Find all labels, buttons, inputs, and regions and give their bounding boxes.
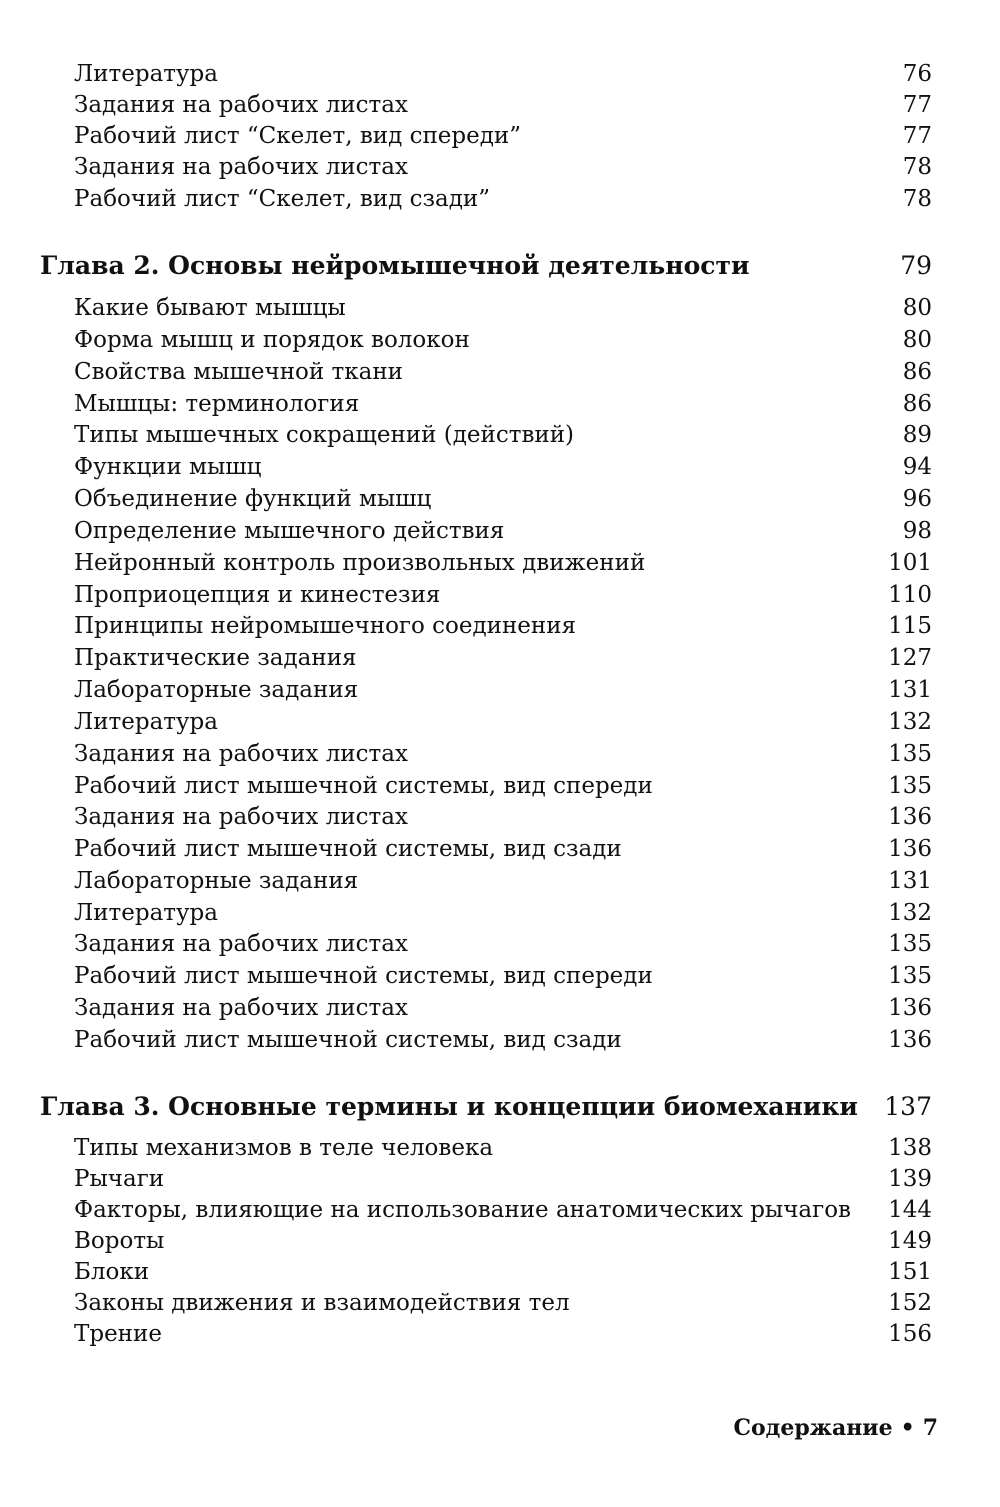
toc-entry-page: 136 — [888, 1027, 932, 1053]
toc-entry-title: Литература — [74, 709, 218, 735]
toc-entry[interactable] — [74, 357, 932, 387]
toc-entry[interactable] — [74, 675, 932, 705]
toc-entry-title: Задания на рабочих листах — [74, 92, 408, 118]
toc-entry-title: Блоки — [74, 1259, 150, 1285]
toc-entry-page: 89 — [902, 422, 932, 448]
toc-entry-title: Законы движения и взаимодействия тел — [74, 1290, 570, 1316]
toc-entry-page: 115 — [888, 613, 932, 639]
toc-entry-title: Рабочий лист мышечной системы, вид сзади — [74, 836, 622, 862]
toc-entry[interactable] — [74, 611, 932, 641]
toc-entry-title: Типы мышечных сокращений (действий) — [74, 422, 575, 448]
toc-entry-title: Задания на рабочих листах — [74, 741, 408, 767]
toc-entry-page: 127 — [888, 645, 932, 671]
toc-entry[interactable] — [74, 484, 932, 514]
toc-entry[interactable] — [74, 1226, 932, 1256]
toc-entry-title: Трение — [74, 1321, 162, 1347]
toc-entry[interactable] — [74, 643, 932, 673]
toc-entry-title: Рычаги — [74, 1166, 165, 1192]
toc-entry-page: 139 — [888, 1166, 932, 1192]
toc-entry-title: Рабочий лист мышечной системы, вид сзади — [74, 1027, 622, 1053]
toc-entry-page: 135 — [888, 963, 932, 989]
toc-entry[interactable] — [74, 739, 932, 769]
toc-entry-title: Рабочий лист “Скелет, вид спереди” — [74, 123, 521, 149]
toc-entry[interactable] — [74, 1195, 932, 1225]
toc-entry-page: 156 — [888, 1321, 932, 1347]
toc-entry-title: Типы механизмов в теле человека — [74, 1135, 494, 1161]
toc-entry-title: Нейронный контроль произвольных движений — [74, 550, 646, 576]
toc-entry[interactable] — [74, 389, 932, 419]
toc-entry[interactable] — [74, 1025, 932, 1055]
toc-entry[interactable] — [74, 59, 932, 89]
toc-entry[interactable] — [74, 707, 932, 737]
page-footer — [734, 1415, 939, 1441]
toc-entry-page: 152 — [888, 1290, 932, 1316]
toc-entry-title: Объединение функций мышц — [74, 486, 432, 512]
toc-entry[interactable] — [74, 580, 932, 610]
toc-entry-page: 86 — [902, 391, 932, 417]
toc-entry-title: Литература — [74, 61, 218, 87]
toc-entry-title: Определение мышечного действия — [74, 518, 505, 544]
toc-entry[interactable] — [74, 90, 932, 120]
toc-entry-page: 76 — [902, 61, 932, 87]
toc-entry-title: Практические задания — [74, 645, 357, 671]
toc-entry-page: 144 — [888, 1197, 932, 1223]
toc-entry[interactable] — [74, 961, 932, 991]
toc-entry-title: Задания на рабочих листах — [74, 154, 408, 180]
toc-entry-title: Свойства мышечной ткани — [74, 359, 403, 385]
toc-entry-title: Функции мышц — [74, 454, 262, 480]
toc-entry-page: 135 — [888, 931, 932, 957]
page-number: 7 — [922, 1415, 938, 1441]
toc-entry[interactable] — [74, 420, 932, 450]
toc-entry-page: 149 — [888, 1228, 932, 1254]
toc-entry[interactable] — [74, 1288, 932, 1318]
toc-entry-title: Лабораторные задания — [74, 677, 359, 703]
toc-entry[interactable] — [74, 121, 932, 151]
toc-entry-title: Рабочий лист мышечной системы, вид спереди — [74, 963, 653, 989]
toc-entry-page: 80 — [902, 327, 932, 353]
toc-entry[interactable] — [74, 834, 932, 864]
toc-entry-page: 96 — [902, 486, 932, 512]
toc-entry-page: 151 — [888, 1259, 932, 1285]
toc-entry-page: 136 — [888, 804, 932, 830]
toc-entry[interactable] — [74, 184, 932, 214]
toc-entry[interactable] — [74, 1257, 932, 1287]
toc-entry[interactable] — [74, 516, 932, 546]
toc-entry-title: Факторы, влияющие на использование анатомических рычагов — [74, 1197, 851, 1223]
toc-entry[interactable] — [74, 929, 932, 959]
toc-entry[interactable] — [74, 548, 932, 578]
toc-entry-page: 77 — [902, 92, 932, 118]
toc-chapter-heading[interactable] — [40, 1091, 932, 1123]
toc-entry-page: 98 — [902, 518, 932, 544]
toc-entry-title: Вороты — [74, 1228, 165, 1254]
toc-entry-page: 136 — [888, 995, 932, 1021]
toc-entry[interactable] — [74, 325, 932, 355]
toc-entry[interactable] — [74, 993, 932, 1023]
toc-entry-page: 80 — [902, 295, 932, 321]
toc-chapter-page: 137 — [884, 1092, 932, 1121]
toc-entry-page: 94 — [902, 454, 932, 480]
toc-entry-title: Форма мышц и порядок волокон — [74, 327, 470, 353]
toc-entry[interactable] — [74, 1319, 932, 1349]
toc-entry[interactable] — [74, 898, 932, 928]
toc-entry[interactable] — [74, 802, 932, 832]
toc-entry[interactable] — [74, 452, 932, 482]
toc-entry[interactable] — [74, 771, 932, 801]
toc-entry-title: Задания на рабочих листах — [74, 995, 408, 1021]
toc-chapter-page: 79 — [900, 251, 932, 280]
toc-entry-page: 132 — [888, 709, 932, 735]
toc-entry-title: Рабочий лист “Скелет, вид сзади” — [74, 186, 490, 212]
toc-chapter-title: Глава 2. Основы нейромышечной деятельности — [40, 251, 750, 280]
toc-entry-title: Рабочий лист мышечной системы, вид спереди — [74, 773, 653, 799]
toc-entry-page: 110 — [888, 582, 932, 608]
toc-entry-page: 131 — [888, 868, 932, 894]
toc-entry[interactable] — [74, 1133, 932, 1163]
toc-entry-title: Принципы нейромышечного соединения — [74, 613, 577, 639]
toc-entry-page: 138 — [888, 1135, 932, 1161]
toc-entry-page: 78 — [902, 154, 932, 180]
toc-entry-title: Задания на рабочих листах — [74, 804, 408, 830]
toc-entry-page: 131 — [888, 677, 932, 703]
toc-entry-title: Литература — [74, 900, 218, 926]
toc-entry-page: 77 — [902, 123, 932, 149]
toc-entry-page: 136 — [888, 836, 932, 862]
toc-entry[interactable] — [74, 152, 932, 182]
toc-entry-page: 78 — [902, 186, 932, 212]
toc-entry-page: 86 — [902, 359, 932, 385]
toc-entry-page: 135 — [888, 773, 932, 799]
toc-entry-page: 135 — [888, 741, 932, 767]
toc-chapter-heading[interactable] — [40, 250, 932, 282]
toc-entry-page: 101 — [888, 550, 932, 576]
toc-entry-title: Какие бывают мышцы — [74, 295, 346, 321]
toc-chapter-title: Глава 3. Основные термины и концепции биомеханики — [40, 1092, 858, 1121]
toc-entry-title: Мышцы: терминология — [74, 391, 360, 417]
toc-entry-title: Задания на рабочих листах — [74, 931, 408, 957]
toc-entry-title: Лабораторные задания — [74, 868, 359, 894]
toc-entry-page: 132 — [888, 900, 932, 926]
toc-entry-title: Проприоцепция и кинестезия — [74, 582, 441, 608]
bullet-separator: • — [900, 1415, 915, 1441]
toc-entry[interactable] — [74, 1164, 932, 1194]
toc-entry[interactable] — [74, 866, 932, 896]
toc-entry[interactable] — [74, 293, 932, 323]
footer-section-title: Содержание — [733, 1415, 893, 1441]
